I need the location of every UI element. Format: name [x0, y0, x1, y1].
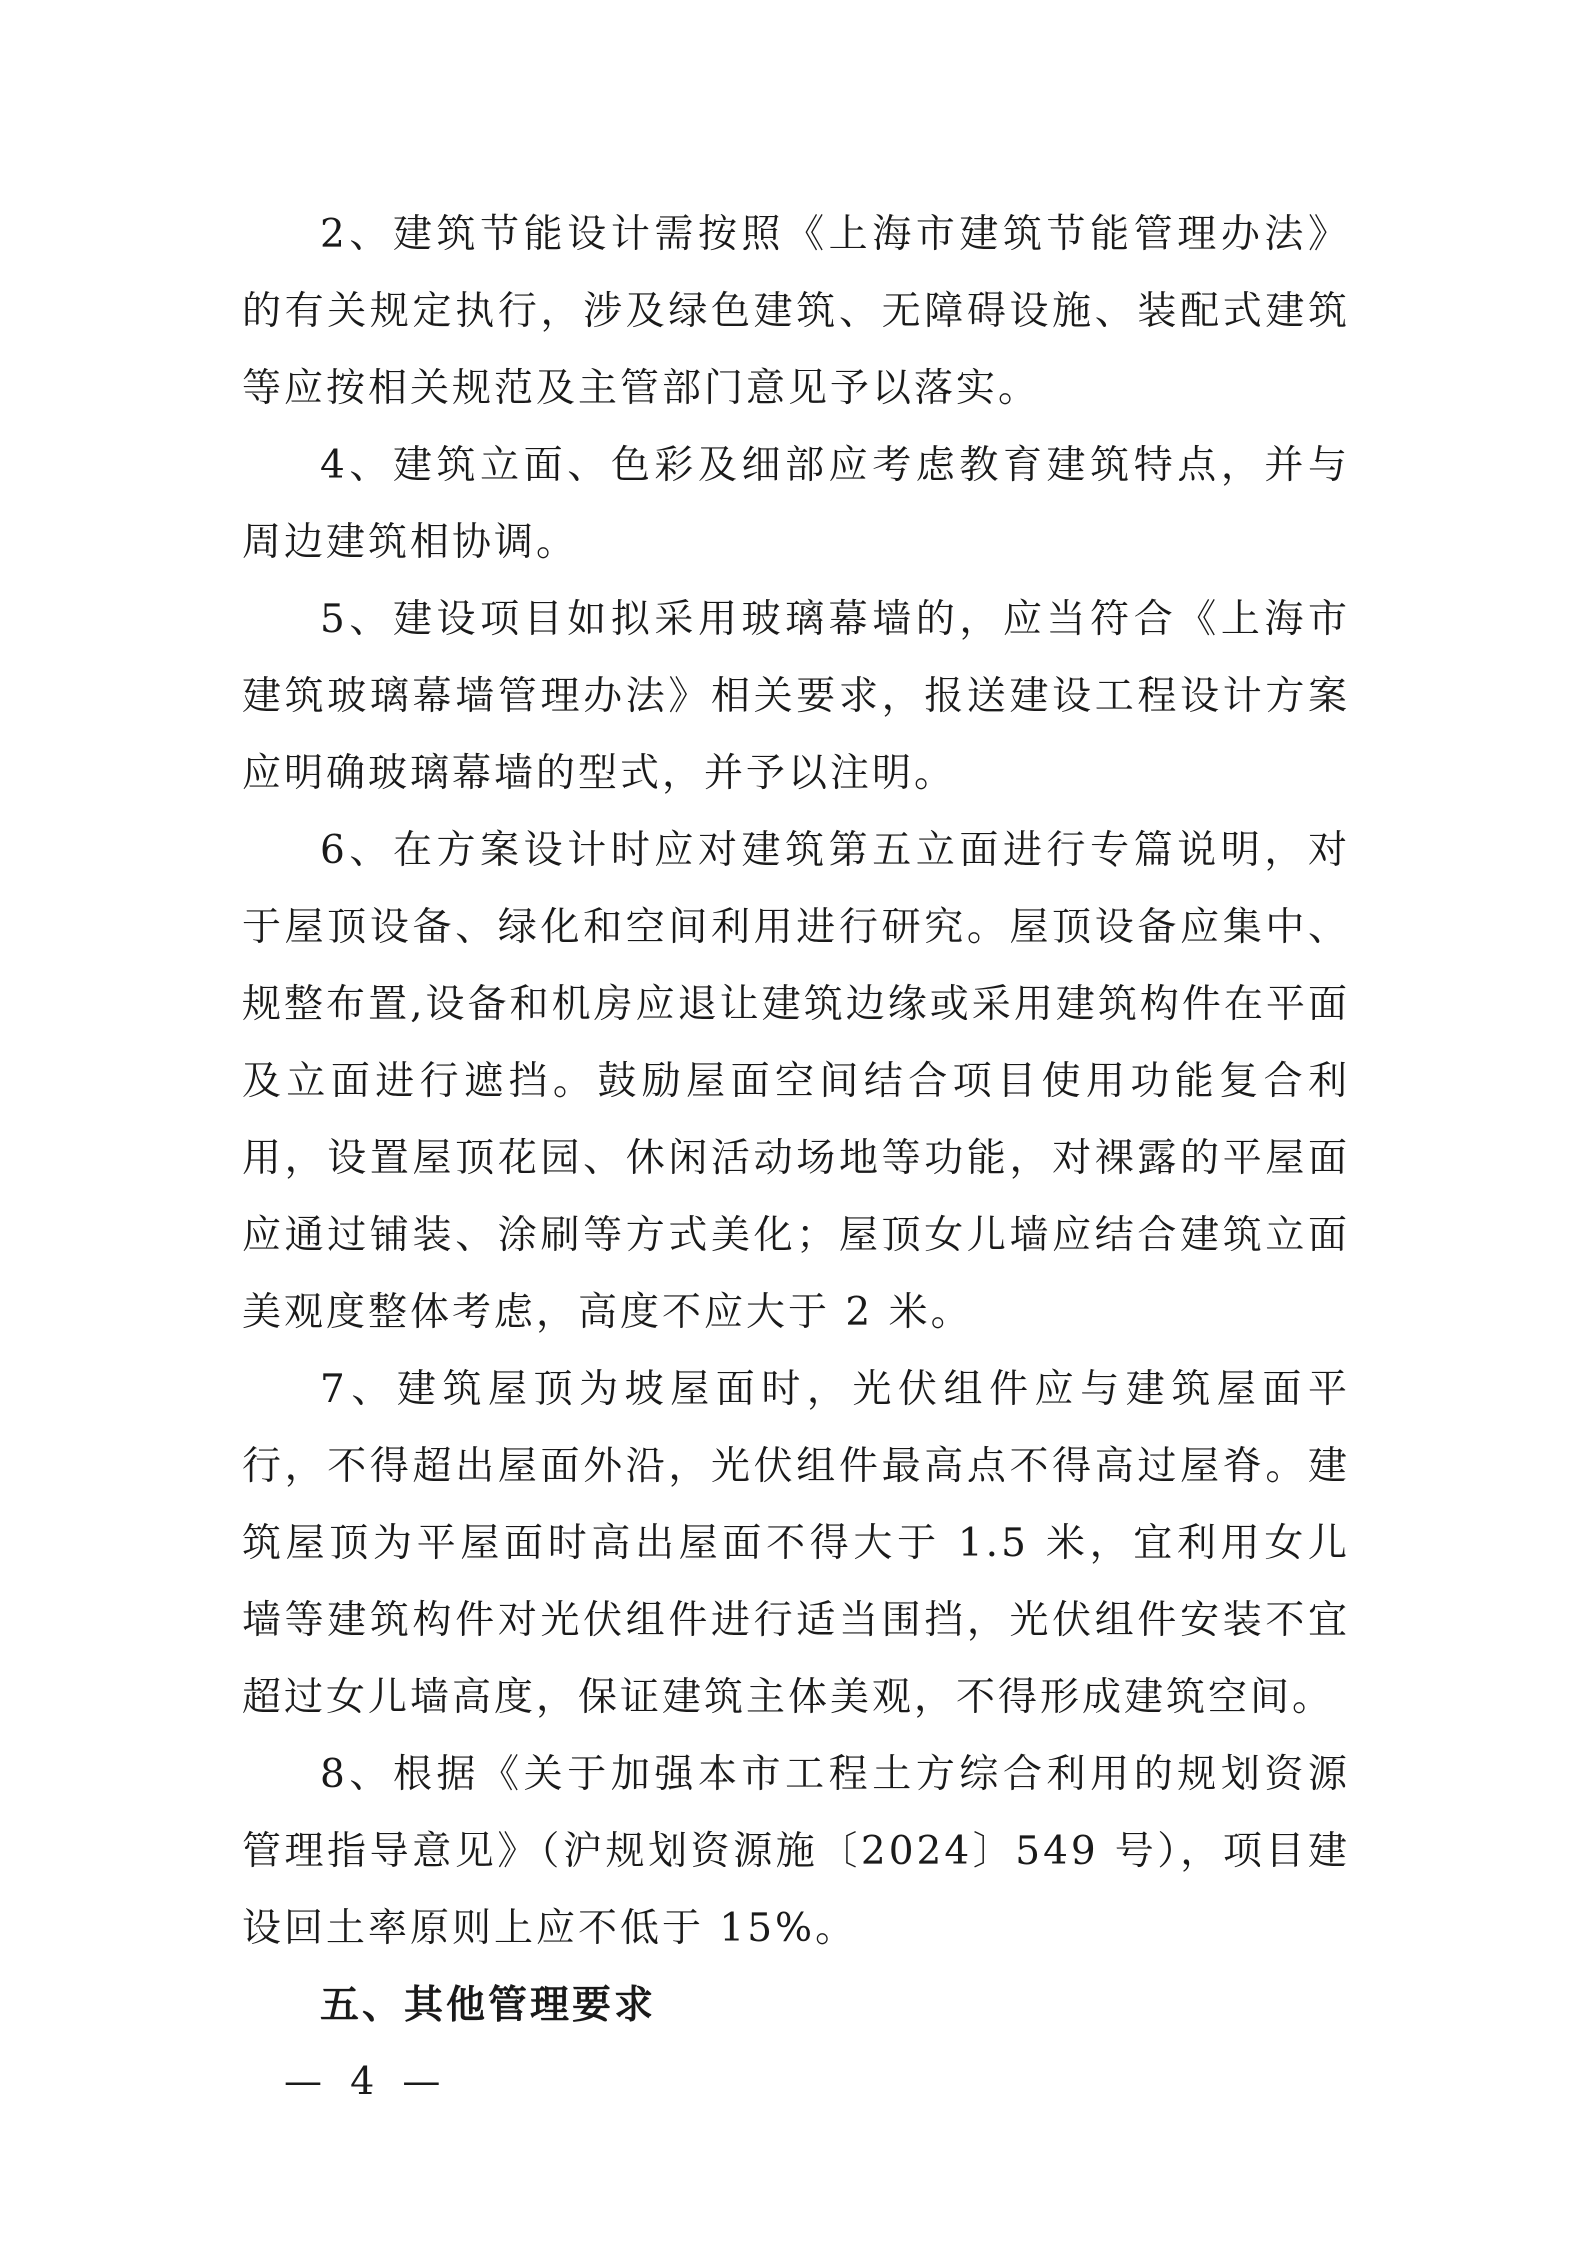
paragraph-6: 6、在方案设计时应对建筑第五立面进行专篇说明，对于屋顶设备、绿化和空间利用进行研究。屋顶设备应集中、规整布置,设备和机房应退让建筑边缘或采用建筑构件在平面及立面进行遮挡。鼓励屋面空间结合项目使用功能复合利用，设置屋顶花园、休闲活动场地等功能，对裸露的平屋面应通过铺装、涂刷等方式美化；屋顶女儿墙应结合建筑立面美观度整体考虑，高度不应大于 2 米。 — [242, 828, 1350, 1335]
paragraph-2: 2、建筑节能设计需按照《上海市建筑节能管理办法》的有关规定执行，涉及绿色建筑、无障碍设施、装配式建筑等应按相关规范及主管部门意见予以落实。 — [242, 212, 1350, 411]
document-body — [242, 196, 1350, 2044]
paragraph-7: 7、建筑屋顶为坡屋面时，光伏组件应与建筑屋面平行，不得超出屋面外沿，光伏组件最高点不得高过屋脊。建筑屋顶为平屋面时高出屋面不得大于 1.5 米，宜利用女儿墙等建筑构件对光伏组件进行适当围挡，光伏组件安装不宜超过女儿墙高度，保证建筑主体美观，不得形成建筑空间。 — [242, 1367, 1350, 1720]
paragraph-8: 8、根据《关于加强本市工程土方综合利用的规划资源管理指导意见》（沪规划资源施〔2024〕549 号），项目建设回土率原则上应不低于 15%。 — [242, 1752, 1350, 1951]
page-number: — 4 — — [284, 2059, 449, 2103]
paragraph-5: 5、建设项目如拟采用玻璃幕墙的，应当符合《上海市建筑玻璃幕墙管理办法》相关要求，报送建设工程设计方案应明确玻璃幕墙的型式，并予以注明。 — [242, 597, 1350, 796]
section-heading: 五、其他管理要求 — [320, 1983, 657, 2028]
paragraph-4: 4、建筑立面、色彩及细部应考虑教育建筑特点，并与周边建筑相协调。 — [242, 443, 1350, 565]
